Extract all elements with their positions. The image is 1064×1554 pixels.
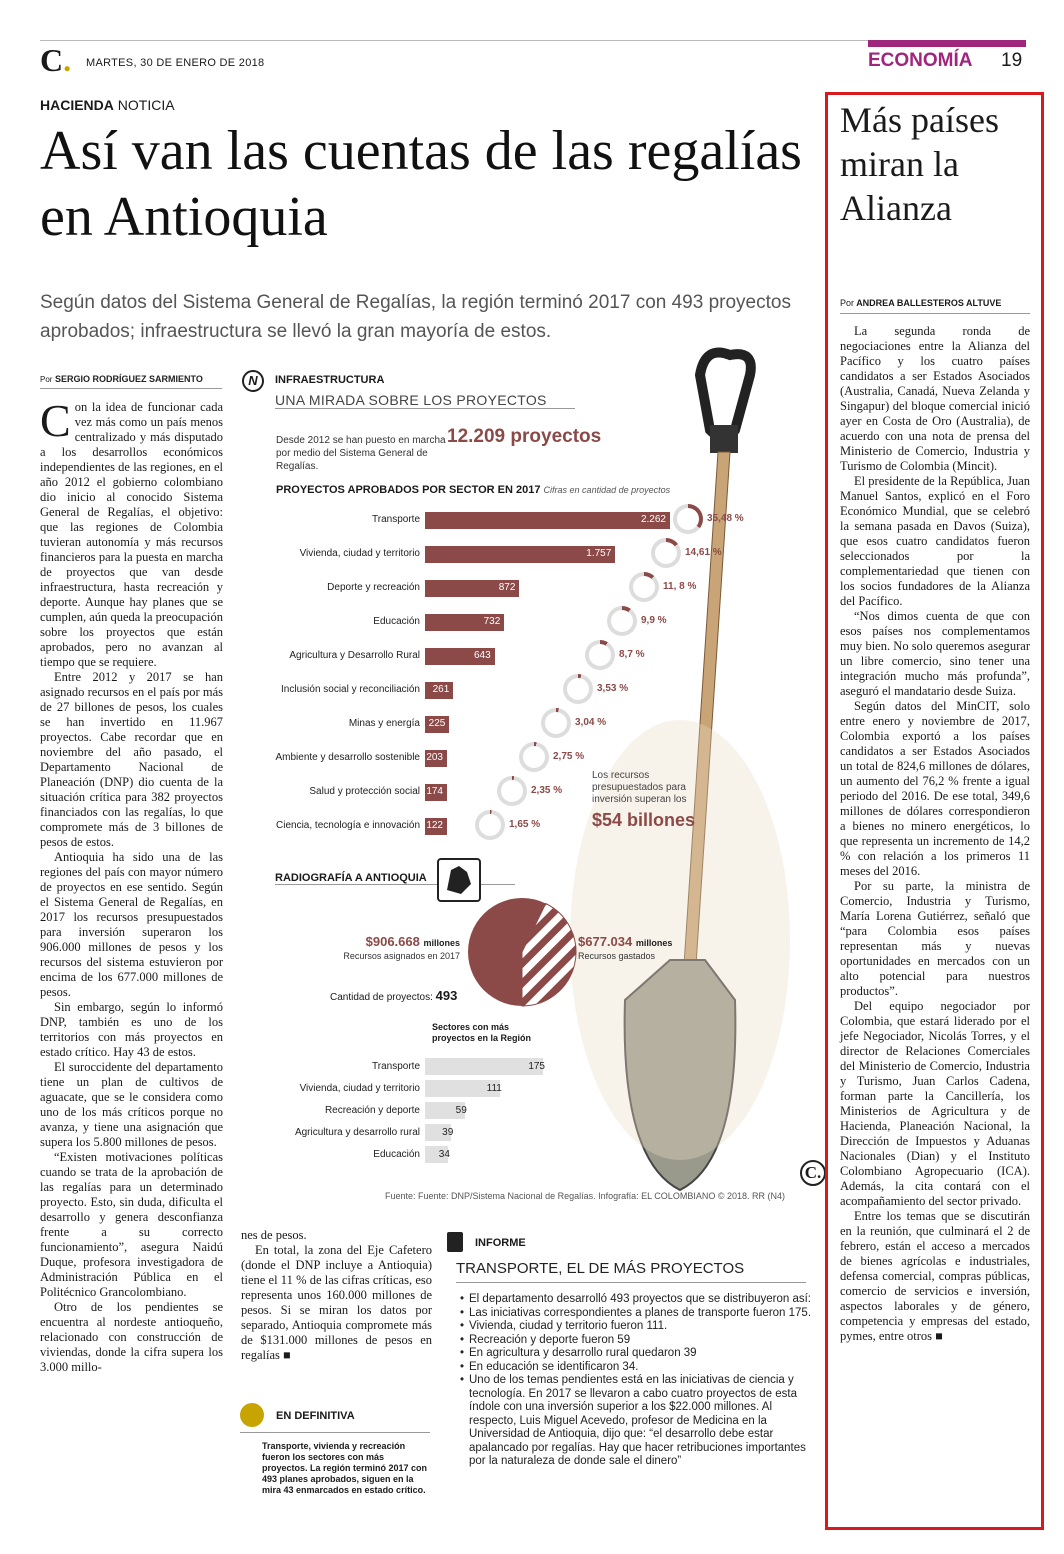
informe-list <box>460 1293 820 1469</box>
section-color-bar <box>868 40 1026 47</box>
percent-ring <box>673 504 703 534</box>
byline <box>40 374 203 384</box>
informe-rule <box>456 1282 806 1283</box>
bar-label: Educación <box>373 616 420 627</box>
kicker-type: NOTICIA <box>117 97 175 113</box>
percent-ring <box>629 572 659 602</box>
paragraph: En total, la zona del Eje Cafetero (donde el DNP incluye a Antioquia) tiene el 11 % de las cifras críticas, eso representa unos 160.000 millones de pesos. Si se miran los datos por separado, Antioquia compromete más de $131.000 millones de pesos en regalías ■ <box>241 1243 432 1362</box>
page-number: 19 <box>1001 50 1023 71</box>
percent-ring <box>497 776 527 806</box>
bar-value: 225 <box>428 718 446 729</box>
project-count <box>330 988 457 1003</box>
sector-chart-subtitle: Cifras en cantidad de proyectos <box>543 485 671 495</box>
byline-rule <box>40 388 222 389</box>
informe-header: INFORME <box>475 1237 526 1249</box>
since-2012-text: Desde 2012 se han puesto en marcha por medio del Sistema General de Regalías. <box>276 435 446 472</box>
bar-label: Ambiente y desarrollo sostenible <box>275 752 420 763</box>
bar-value: 1.757 <box>586 548 612 559</box>
bar-label: Ciencia, tecnología e innovación <box>276 820 420 831</box>
sidebar-byline <box>840 298 1001 308</box>
percent-ring <box>563 674 593 704</box>
percent-ring <box>475 810 505 840</box>
byline-author: SERGIO RODRÍGUEZ SARMIENTO <box>54 374 203 384</box>
bar-label: Educación <box>373 1149 420 1160</box>
paragraph: “Existen motivaciones políticas cuando se trata de la aprobación de las regalías para un determinado proyecto. Esto, sin duda, dificulta el desarrollo y genera desconfianza frente a su correcto funcionamiento”, asegura Naidú Duque, profesora investigadora de Administración Pública en el Politécnico Grancolombiano. <box>40 1150 223 1299</box>
bar-value: 174 <box>426 786 443 797</box>
kicker-topic: HACIENDA <box>40 97 114 113</box>
percent-ring <box>607 606 637 636</box>
list-item: • Recreación y deporte fueron 59 <box>460 1334 820 1348</box>
document-icon <box>447 1232 463 1252</box>
paragraph: Por su parte, la ministra de Comercio, Industria y Turismo, María Lorena Gutiérrez, señaló que “para Colombia esos países representan más y nuevas oportunidades en mercados con un alto potencial para nuestros productos”. <box>840 879 1030 998</box>
paragraph: Sin embargo, según lo informó DNP, también es uno de los territorios con más proyectos en estado crítico. Hay 43 de estos. <box>40 1000 223 1059</box>
drop-cap: C <box>40 400 71 446</box>
paragraph: nes de pesos. <box>241 1228 307 1242</box>
infographic-rule <box>275 408 575 409</box>
bar-label: Deporte y recreación <box>327 582 420 593</box>
bar-value: 872 <box>498 582 516 593</box>
bar-label: Salud y protección social <box>309 786 420 797</box>
resources-pie-chart <box>466 896 578 1008</box>
list-item: • En educación se identificaron 34. <box>460 1361 820 1375</box>
list-item: • En agricultura y desarrollo rural quedaron 39 <box>460 1347 820 1361</box>
project-count-label: Cantidad de proyectos: <box>330 992 433 1003</box>
list-item: • Uno de los temas pendientes está en las iniciativas de ciencia y tecnología. En 2017 se llevaron a cabo cuatro proyectos de esta índole con una inversión superior a los $22.000 millones. Al respecto, Luis Miguel Acevedo, profesor de Medicina en la Universidad de Antioquia, dijo que: “el desarrollo debe estar apalancado por regalías. Hay que hacer retribuciones importantes por la naturaleza de donde sale el dinero” <box>460 1374 820 1469</box>
bar-value: 203 <box>426 752 443 763</box>
percent-ring <box>585 640 615 670</box>
el-colombiano-badge: C. <box>800 1160 826 1186</box>
percent-label: 11, 8 % <box>663 581 697 592</box>
paragraph: Del equipo negociador por Colombia, que estará liderado por el jefe Negociador, Nicolás Torres, y el director de Relaciones Comerciales del Ministerio de Comercio, Industria y Turismo, Juan Carlos Cadena, forman parte la Cancillería, los Ministerios de Agricultura y de Hacienda, Planeación Nacional, la Dirección de Impuestos y Aduanas Nacionales (Dian) y el Instituto Colombiano Agropecuario (ICA). Además, la cita contará con el acompañamiento del sector privado. <box>840 999 1030 1208</box>
spent-unit: millones <box>635 938 673 948</box>
bar-value: 175 <box>528 1061 545 1072</box>
paragraph: Otro de los pendientes se encuentra al nordeste antioqueño, relacionado con construcción de viviendas, donde la cifra supera los 3.000 millo- <box>40 1300 223 1374</box>
region-chart-title: Sectores con más proyectos en la Región <box>432 1022 532 1043</box>
bar-value: 261 <box>432 684 450 695</box>
sidebar-title: Más países miran la Alianza <box>840 100 999 228</box>
list-item: • Vivienda, ciudad y territorio fueron 111. <box>460 1320 820 1334</box>
bar-label: Minas y energía <box>348 718 420 729</box>
percent-label: 8,7 % <box>619 649 645 660</box>
percent-label: 2,35 % <box>531 785 563 796</box>
paragraph: Según datos del MinCIT, solo entre enero y noviembre de 2017, Colombia exportó a los países candidatos a ser Estados Asociados un total de 824,6 millones de dólares, un aumento del 76,2 % frente a igual periodo del 2016. De ese total, 349,6 millones de dólares correspondieron a bienes no minero energéticos, lo que representa un incremento de 14,2 % con relación a los primeros 11 meses del 2016. <box>840 699 1030 878</box>
informe-subtitle: TRANSPORTE, EL DE MÁS PROYECTOS <box>456 1260 745 1277</box>
assigned-amount: $906.668 <box>365 934 420 949</box>
bar-label: Transporte <box>372 1061 420 1072</box>
key-points-icon <box>240 1403 264 1427</box>
bar-value: 732 <box>483 616 501 627</box>
paragraph: Entre 2012 y 2017 se han asignado recursos en el país por más de 27 billones de pesos, los cuales se han invertido en 11.967 proyectos. Cabe recordar que en noviembre del año pasado, el Departamento Nacional de Planeación (DNP) dio cuenta de la situación crítica para 382 proyectos financiados con las regalías, lo que compromete más de 3 billones de pesos de estos. <box>40 670 223 849</box>
percent-label: 14,61 % <box>685 547 722 558</box>
bar-label: Agricultura y desarrollo rural <box>294 1127 420 1138</box>
issue-date: MARTES, 30 DE ENERO DE 2018 <box>86 57 265 69</box>
percent-ring <box>541 708 571 738</box>
paragraph: El presidente de la República, Juan Manuel Santos, explicó en el Foro Económico Mundial, que se celebró la semana pasada en Davos (Suiza), que esos cuatro candidatos fueron seleccionados por la complementariedad que tienen con los socios fundadores de la Alianza del Pacífico. <box>840 474 1030 608</box>
spent-value <box>578 934 672 949</box>
radiografia-title: RADIOGRAFÍA A ANTIOQUIA <box>275 872 427 884</box>
paragraph: La segunda ronda de negociaciones entre la Alianza del Pacífico y los cuatro países candidatos a ser Estados Asociados (Australia, Canadá, Nueva Zelanda y Singapur) del bloque comercial inició ayer en Costa de Oro (Australia), de acuerdo con una nota de prensa del Ministerio de Comercio, Industria y Turismo de Colombia (Mincit). <box>840 324 1030 473</box>
article-column-2 <box>241 1228 432 1388</box>
bar-label: Vivienda, ciudad y territorio <box>299 1083 420 1094</box>
bar-label: Inclusión social y reconciliación <box>281 684 420 695</box>
bar-label: Agricultura y Desarrollo Rural <box>289 650 420 661</box>
sidebar-byline-prefix: Por <box>840 298 855 308</box>
project-count-value: 493 <box>435 988 458 1003</box>
sidebar-byline-author: ANDREA BALLESTEROS ALTUVE <box>856 298 1002 308</box>
sidebar-body <box>840 324 1030 1344</box>
sidebar-rule <box>840 313 1030 314</box>
bar-label: Vivienda, ciudad y territorio <box>299 548 420 559</box>
spent-amount: $677.034 <box>578 934 633 949</box>
total-projects: 12.209 proyectos <box>447 426 602 447</box>
bar-value: 39 <box>442 1127 454 1138</box>
paragraph: “Nos dimos cuenta de que con esos países nos complementamos muy bien. No solo queremos asegurar un libre comercio, sino tener una integración mucho más profunda”, aseguró el mandatario desde Suiza. <box>840 609 1030 698</box>
headline: Así van las cuentas de las regalías en Antioquia <box>40 120 802 248</box>
assigned-value <box>300 934 460 949</box>
en-definitiva-text: Transporte, vivienda y recreación fueron los sectores con más proyectos. La región terminó 2017 con 493 planes aprobados, siguen en la mira 43 enmarcados en estado crítico. <box>262 1441 428 1495</box>
infographic-source: Fuente: Fuente: DNP/Sistema Nacional de Regalías. Infografía: EL COLOMBIANO © 2018. RR (N4) <box>385 1191 785 1201</box>
spent-label: Recursos gastados <box>578 951 656 961</box>
newspaper-logo: C. <box>40 42 72 78</box>
bar-label: Recreación y deporte <box>324 1105 420 1116</box>
list-item: • Las iniciativas correspondientes a planes de transporte fueron 175. <box>460 1307 820 1321</box>
percent-label: 35,48 % <box>707 513 744 524</box>
percent-label: 3,53 % <box>597 683 629 694</box>
budget-value: $54 billones <box>592 810 696 830</box>
bar-value: 2.262 <box>640 514 666 525</box>
paragraph: Con la idea de funcionar cada vez más como un país menos centralizado y más disputado a los desarrollos económicos independientes de las regiones, en el año 2012 el gobierno colombiano dio inicio al conocido Sistema General de Regalías, el objetivo: que las regiones de Colombia tuvieran autonomía y más recursos financieros para la puesta en marcha de proyectos que van desde infraestructura, hasta recreación y deporte. Aunque hay planes que se cumplen, aún queda la preocupación sobre los proyectos que están aprobados, pero no avanzan al tiempo que se requiere. <box>40 400 223 669</box>
sector-chart-title <box>276 484 670 496</box>
budget-label: Los recursos presupuestados para inversión superan los <box>592 770 687 805</box>
percent-label: 9,9 % <box>641 615 667 626</box>
en-definitiva-header: EN DEFINITIVA <box>276 1410 355 1422</box>
percent-ring <box>519 742 549 772</box>
article-column-1 <box>40 400 223 1520</box>
paragraph: Entre los temas que se discutirán en la reunión, que culminará el 2 de febrero, están el acceso a mercados de bienes agrícolas e industriales, defensa comercial, compras públicas, comercio de servicios e inversión, aspectos laborales y de género, competencia y empresas del estado, pymes, entre otros ■ <box>840 1209 1030 1343</box>
paragraph: El suroccidente del departamento tiene un plan de cultivos de aguacate, que se le considera como uno de los más críticos porque no avanza, y tiene una asignación que supera los 5.800 millones de pesos. <box>40 1060 223 1149</box>
byline-prefix: Por <box>40 375 53 384</box>
percent-ring <box>651 538 681 568</box>
infographic-subtitle: UNA MIRADA SOBRE LOS PROYECTOS <box>275 392 547 408</box>
subheadline: Según datos del Sistema General de Regalías, la región terminó 2017 con 493 proyectos aprobados; infraestructura se llevó la gran mayoría de estos. <box>40 292 791 342</box>
assigned-unit: millones <box>423 938 460 948</box>
compass-n-icon: N <box>242 370 264 392</box>
bar-value: 111 <box>486 1083 502 1094</box>
bar-value: 34 <box>438 1149 450 1160</box>
assigned-label: Recursos asignados en 2017 <box>343 951 460 961</box>
bar-value: 59 <box>455 1105 467 1116</box>
bar-value: 122 <box>426 820 443 831</box>
kicker <box>40 97 175 113</box>
percent-label: 2,75 % <box>553 751 585 762</box>
percent-label: 3,04 % <box>575 717 607 728</box>
sector-chart-title-text: PROYECTOS APROBADOS POR SECTOR EN 2017 <box>276 484 541 496</box>
bar-value: 643 <box>473 650 491 661</box>
percent-label: 1,65 % <box>509 819 541 830</box>
section-name: ECONOMÍA <box>868 50 973 71</box>
en-definitiva-rule <box>240 1432 430 1433</box>
bar-label: Transporte <box>372 514 420 525</box>
paragraph: Antioquia ha sido una de las regiones del país con mayor número de proyectos en ese sentido. Según el Sistema General de Regalías, en 2017 los recursos presupuestados para inversión superaron los 906.000 millones de pesos y los recursos del sistema estuvieron por encima de los 677.000 millones de pesos. <box>40 850 223 999</box>
infographic-header: INFRAESTRUCTURA <box>275 374 385 386</box>
list-item: • El departamento desarrolló 493 proyectos que se distribuyeron así: <box>460 1293 820 1307</box>
